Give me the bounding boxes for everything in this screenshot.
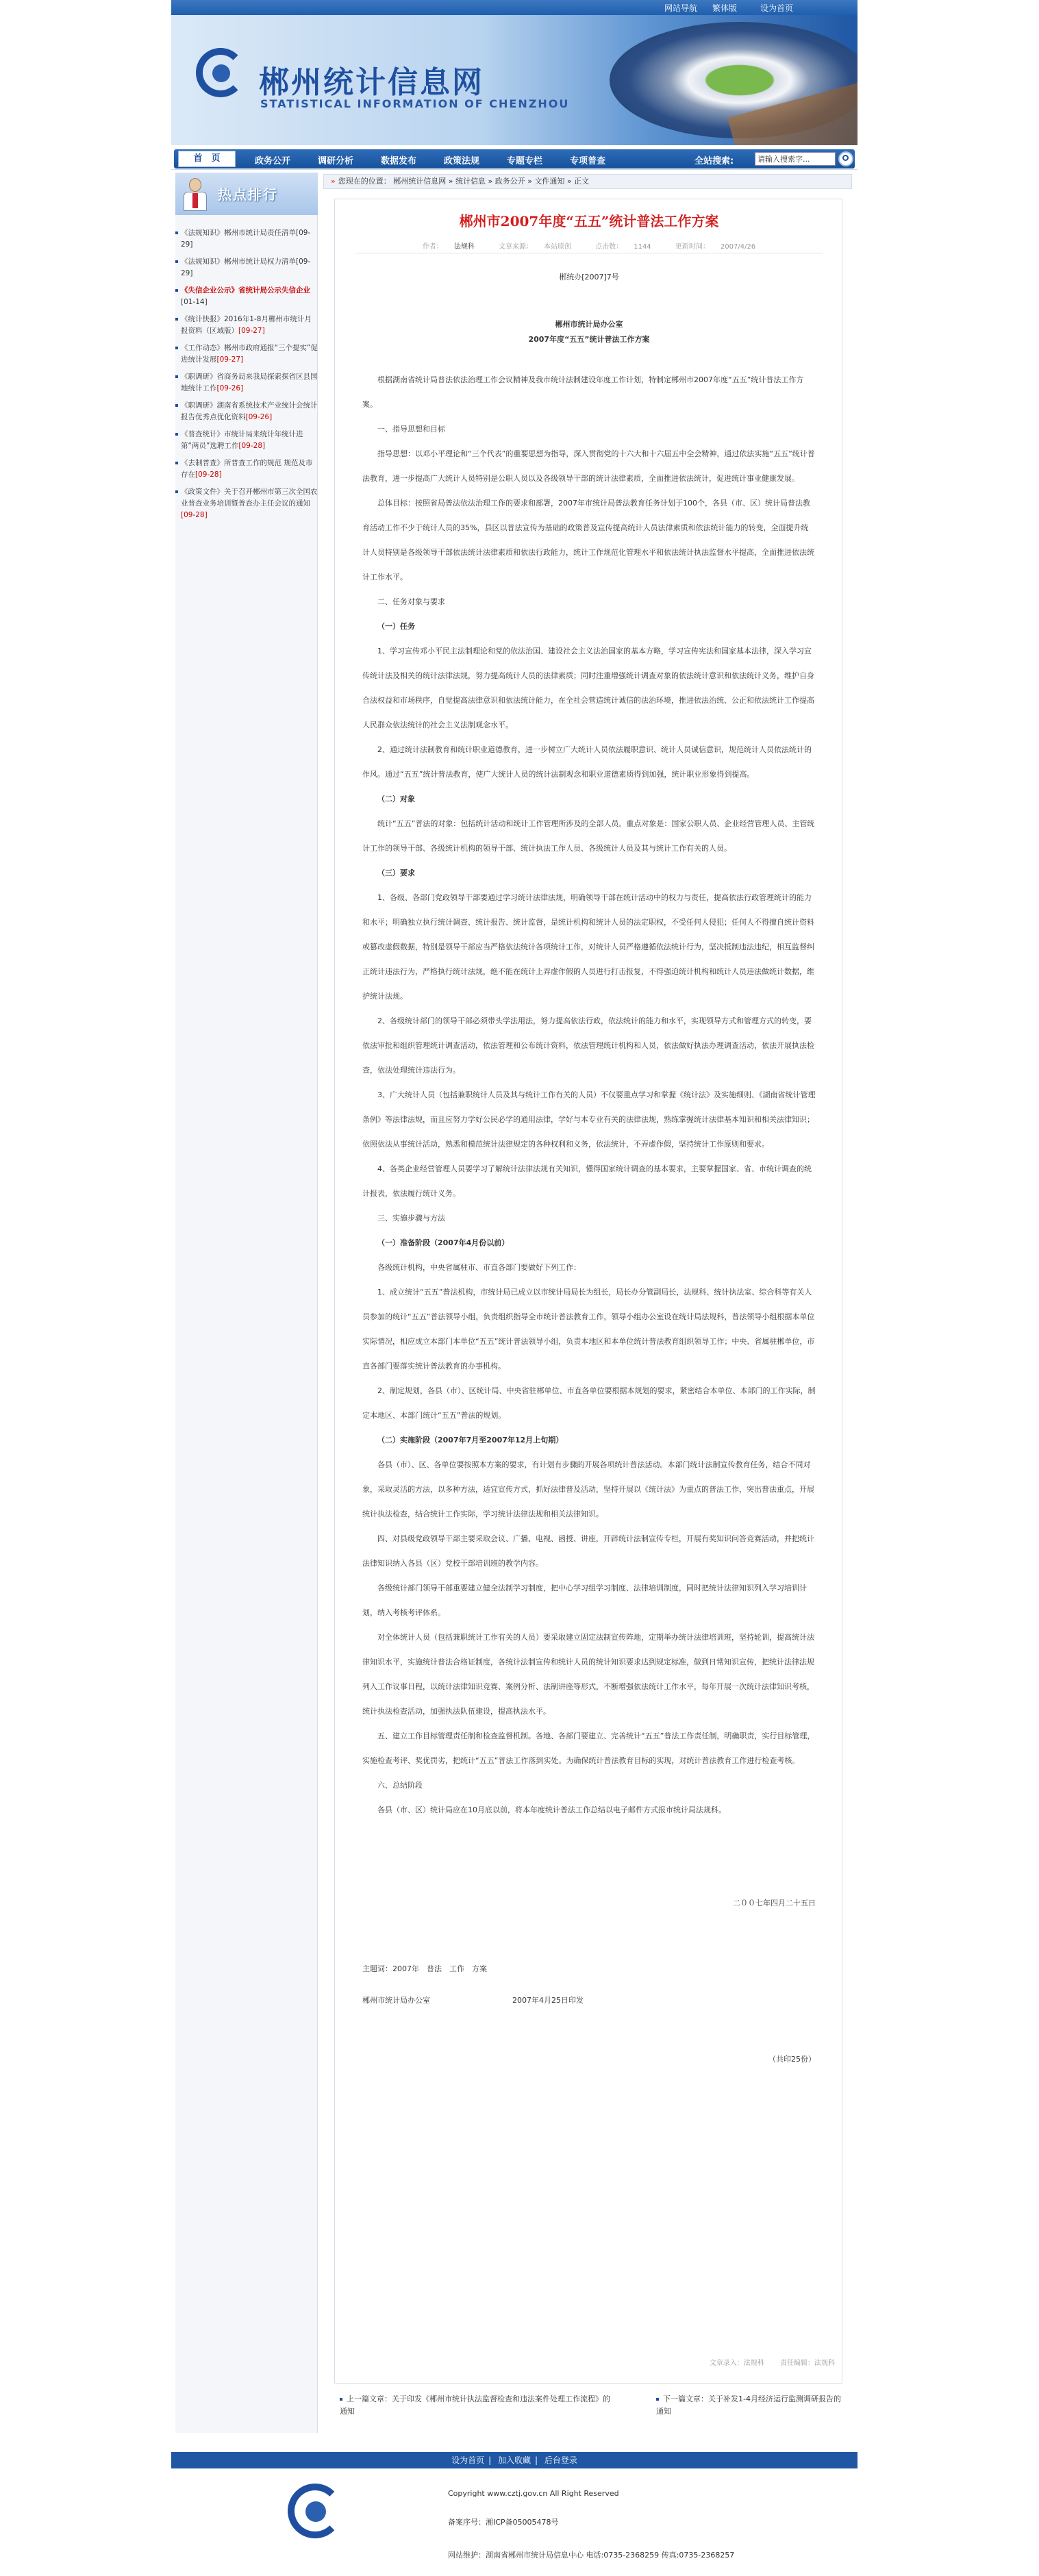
article-paragraph: （二）对象 (377, 795, 415, 803)
main-nav (171, 145, 858, 170)
article-paragraph: （一）任务 (377, 622, 415, 631)
maintainer: 网站维护：湖南省郴州市统计局信息中心 电话:0735-2368259 传真:0735-2368257 (448, 2551, 735, 2560)
nav-item-gov-affairs[interactable]: 政务公开 (255, 156, 291, 166)
article-paragraph: （一）准备阶段（2007年4月份以前） (377, 1238, 510, 1247)
icp-number: 备案序号：湘ICP备05005478号 (448, 2518, 559, 2527)
breadcrumb-link[interactable]: 统计信息 (455, 177, 486, 186)
list-item[interactable]: 《法规知识》郴州市统计局责任清单[09-29] (175, 227, 318, 251)
top-strip (171, 0, 858, 15)
article-paragraph: 四、对县级党政领导干部主要采取会议、广播、电视、函授、讲座，开辟统计法制宣传专栏，开展有奖知识问答竞赛活动，并把统计法律知识纳入各县（区）党校干部培训班的教学内容。 (362, 1534, 814, 1568)
article-paragraph: 2、制定规划，各县（市）、区统计局、中央省驻郴单位、市直各单位要根据本规划的要求，紧密结合本单位、本部门的工作实际，制定本地区、本部门统计“五五”普法的规划。 (362, 1386, 816, 1420)
article-author: 法规科 (453, 243, 475, 251)
banner (171, 15, 858, 145)
nav-item-census[interactable]: 专项普查 (570, 156, 606, 166)
breadcrumb-arrow-icon: » (331, 177, 336, 186)
article-paragraph: 2、通过统计法制教育和统计职业道德教育，进一步树立广大统计人员依法履职意识、统计人员诚信意识，规范统计人员依法统计的作风。通过“五五”统计普法教育，使广大统计人员的统计法制观念和职业道德素质得到加强，统计职业形象得到提高。 (362, 745, 812, 779)
list-item[interactable]: 《政策文件》关于召开郴州市第三次全国农业普查业务培训暨普查办主任会议的通知[09-28] (175, 486, 318, 521)
top-link-traditional[interactable]: 繁体版 (712, 3, 738, 13)
search-input[interactable] (755, 152, 836, 166)
prev-article[interactable]: 上一篇文章：关于印发《郴州市统计执法监督检查和违法案件处理工作流程》的通知 (340, 2394, 610, 2416)
article-paragraph: 三、实施步骤与方法 (377, 1214, 445, 1223)
page (171, 0, 858, 2576)
paragraph-list (362, 368, 816, 1823)
nav-item-policy[interactable]: 政策法规 (444, 156, 480, 166)
copies: （共印25份） (768, 2055, 816, 2064)
footer-link-homepage[interactable]: 设为首页 (451, 2455, 485, 2465)
sidebar-header (175, 173, 318, 215)
list-item[interactable]: 《普查统计》市统计局来统计年统计进第“两员”选聘工作[09-28] (175, 429, 318, 452)
breadcrumb: » 您现在的位置： 郴州统计信息网 » 统计信息 » 政务公开 » 文件通知 » 正文 (323, 174, 852, 189)
prev-next (334, 2389, 842, 2422)
article-paragraph: 各县（市）、区、各单位要按照本方案的要求，有计划有步骤的开展各项统计普法活动。本部门统计法制宣传教育任务，结合不同对象，采取灵活的方法，以多种方法，适宜宣传方式，抓好法律普及活动，坚持开展以《统计法》为重点的普法工作，突出普法重点，开展统计执法检查，结合统计工作实际，学习统计法律法规和相关法律知识。 (362, 1460, 814, 1518)
footer-links: 设为首页 | 加入收藏 | 后台登录 (171, 2452, 858, 2468)
nav-home[interactable]: 首 页 (178, 151, 236, 167)
footer-logo-dot-icon (305, 2501, 326, 2522)
nav-bar (174, 149, 855, 168)
article (334, 199, 842, 2384)
article-paragraph: 1、各级、各部门党政领导干部要通过学习统计法律法规，明确领导干部在统计活动中的权力与责任，提高依法行政管理统计的能力和水平；明确独立执行统计调查、统计报告、统计监督，是统计机构和统计人员的法定职权，不受任何人侵犯；任何人不得擅自统计资料或篡改虚假数据，特别是领导干部应当严格依法统计各项统计工作，对统计人员严格遵循依法统计行为，坚决抵制违法违纪，相互监督纠正统计违法行为，严格执行统计法规，绝不能在统计上弄虚作假的人员进行打击报复，不得强迫统计机构和统计人员违法做统计数据，维护统计法规。 (362, 893, 814, 1001)
article-paragraph: 2、各级统计部门的领导干部必须带头学法用法，努力提高依法行政，依法统计的能力和水平，实现领导方式和管理方式的转变，要依法审批和组织管理统计调查活动，依法管理和公布统计资料，依法管理统计机构和人员，依法做好执法办理调查活动，依法开展执法检查，依法处理统计违法行为。 (362, 1016, 814, 1075)
list-item[interactable]: 《失信企业公示》省统计局公示失信企业[01-14] (175, 285, 318, 308)
footer-link-favorite[interactable]: 加入收藏 (497, 2455, 531, 2465)
list-item[interactable]: 《工作动态》郴州市政府通报“三个提实”促进统计发展[09-27] (175, 342, 318, 366)
list-item[interactable]: 《职调研》湖南省系统技术产业统计会统计报告优秀点优化资料[09-26] (175, 400, 318, 423)
search-button[interactable] (838, 151, 853, 166)
nav-item-data-release[interactable]: 数据发布 (381, 156, 417, 166)
article-paragraph: 指导思想：以邓小平理论和“三个代表”的重要思想为指导，深入贯彻党的十六大和十六届五中全会精神，通过依法实施“五五”统计普法教育，进一步提高广大统计人员特别是公职人员以及各级领导干部的统计法律素质，全面推进依法统计，促进统计事业健康发展。 (362, 449, 815, 483)
footer-link-admin[interactable]: 后台登录 (544, 2455, 577, 2465)
breadcrumb-current: 正文 (574, 177, 590, 186)
article-paragraph: 各级统计机构，中央省属驻市、市直各部门要做好下列工作： (377, 1263, 581, 1272)
sign-date: 二００七年四月二十五日 (733, 1899, 816, 1908)
article-body (362, 265, 816, 2072)
next-article[interactable]: 下一篇文章：关于补发1-4月经济运行监测调研报告的通知 (656, 2394, 841, 2416)
search-label: 全站搜索: (694, 156, 734, 166)
article-paragraph: 1、成立统计“五五”普法机构，市统计局已成立以市统计局局长为组长，局长办分管副局长，法规科、统计执法室、综合科等有关人员参加的统计“五五”普法领导小组，负责组织指导全市统计普法教育工作，领导小组办公室设在统计局法规科，普法领导小组根据本单位实际情况，相应成立本部门本单位“五五”统计普法领导小组，负责本地区和本单位统计普法教育组织领导工作；中央、省属驻郴单位，市直各部门要落实统计普法教育的办事机构。 (362, 1288, 815, 1371)
breadcrumb-link[interactable]: 政务公开 (495, 177, 525, 186)
issuer-line: 郴州市统计局办公室 2007年4月25日印发 (362, 1996, 584, 2005)
article-paragraph: 总体目标：按照省局普法依法治理工作的要求和部署，2007年市统计局普法教育任务计划于100个，各县（市、区）统计局普法教育活动工作不少于统计人员的35%，县区以普法宣传为基础的政策普及宣传提高统计人员法律素质和依法统计能力的转变，全面提升统计人员特别是各级领导干部依法统计法律素质和依法行政能力，统计工作规范化管理水平和依法统计执法监督水平提高，全面推进依法统计工作水平。 (362, 499, 814, 582)
nav-item-topics[interactable]: 专题专栏 (507, 156, 543, 166)
site-title: 郴州统计信息网 (259, 65, 484, 100)
list-item[interactable]: 《职调研》省商务局来我局探索探省区县国地统计工作[09-26] (175, 371, 318, 395)
article-paragraph: 对全体统计人员（包括兼职统计工作有关的人员）要采取建立固定法制宣传阵地，定期举办统计法律培训班，坚持轮训，提高统计法律知识水平，实施统计普法合格证制度，各统计法制宣传和统计人员的统计知识要求达到规定标准，做到日常知识宣传，把统计法律法规列入工作议事日程，以统计法律知识竞赛、案例分析、法制讲座等形式，不断增强依法统计工作水平，每年开展一次统计法律知识考核，统计执法检查活动，加强执法队伍建设，提高执法水平。 (362, 1633, 814, 1716)
keywords: 主题词：2007年 普法 工作 方案 (362, 1964, 487, 1973)
article-time: 2007/4/26 (720, 243, 756, 251)
article-paragraph: 4、各类企业经营管理人员要学习了解统计法律法规有关知识，懂得国家统计调查的基本要求，主要掌握国家、省、市统计调查的统计报表，依法履行统计义务。 (362, 1164, 812, 1198)
list-item[interactable]: 《统计快报》2016年1-8月郴州市统计月报资料（区域版）[09-27] (175, 314, 318, 337)
article-paragraph: （二）实施阶段（2007年7月至2007年12月上旬期） (377, 1436, 564, 1445)
site-subtitle: STATISTICAL INFORMATION OF CHENZHOU (260, 97, 570, 110)
breadcrumb-link[interactable]: 郴州统计信息网 (393, 177, 447, 186)
sidebar-title: 热点排行 (218, 186, 278, 203)
list-item[interactable]: 《法规知识》郴州市统计局权力清单[09-29] (175, 256, 318, 279)
article-paragraph: 统计“五五”普法的对象：包括统计活动和统计工作管理所涉及的全部人员。重点对象是：国家公职人员、企业经营管理人员、主管统计工作的领导干部、各级统计机构的领导干部、统计执法工作人员、各级统计人员及其与统计工作有关的人员。 (362, 819, 815, 853)
article-meta: 作者： 法规科 文章来源： 本站原创 点击数： 1144 更新时间： 2007/4/26 (422, 243, 756, 251)
hot-list (175, 227, 318, 527)
top-link-homepage[interactable]: 设为首页 (760, 3, 794, 13)
doc-org: 郴州市统计局办公室 (555, 320, 623, 329)
top-link-sitemap[interactable]: 网站导航 (664, 3, 698, 13)
article-paragraph: 各级统计部门领导干部重要建立健全法制学习制度，把中心学习组学习制度、法律培训制度，同时把统计法律知识列入学习培训计划，纳入考核考评体系。 (362, 1584, 807, 1617)
nav-item-research[interactable]: 调研分析 (318, 156, 354, 166)
article-paragraph: 1、学习宣传邓小平民主法制理论和党的依法治国、建设社会主义法治国家的基本方略，学习宣传宪法和国家基本法律，深入学习宣传统计法及相关的统计法律法规，努力提高统计人员的法律素质；同时注重增强统计调查对象的依法统计意识和依法统计义务，维护自身合法权益和市场秩序，自觉提高法律意识和依法统计能力，在全社会营造统计诚信的法治环境，推进依法治统、公正和依法统计工作提高人民群众依法统计的社会主义法制观念水平。 (362, 647, 814, 729)
person-icon (181, 177, 210, 212)
breadcrumb-link[interactable]: 文件通知 (534, 177, 565, 186)
sidebar (175, 173, 318, 2433)
search-icon (842, 155, 849, 161)
article-paragraph: 根据湖南省统计局普法依法治理工作会议精神及我市统计法制建设年度工作计划，特制定郴州市2007年度“五五”统计普法工作方案。 (362, 375, 804, 409)
article-title: 郴州市2007年度“五五”统计普法工作方案 (459, 213, 719, 229)
article-hits: 1144 (634, 243, 651, 251)
article-paragraph: 六、总结阶段 (377, 1781, 423, 1790)
doc-title: 2007年度“五五”统计普法工作方案 (528, 335, 650, 344)
article-paragraph: 一、指导思想和目标 (377, 425, 445, 434)
article-source: 本站原创 (544, 243, 572, 251)
article-paragraph: 二、任务对象与要求 (377, 597, 445, 606)
footer (171, 2468, 858, 2576)
list-item[interactable]: 《去制普查》所普查工作的规范 规范及市存在[09-28] (175, 458, 318, 481)
doc-number: 郴统办[2007]7号 (559, 273, 619, 282)
article-paragraph: （三）要求 (377, 868, 415, 877)
article-paragraph: 各县（市、区）统计局应在10月底以前，将本年度统计普法工作总结以电子邮件方式报市统计局法规科。 (377, 1805, 726, 1814)
article-footer: 文章录入：法规科 责任编辑：法规科 (709, 2360, 835, 2367)
article-paragraph: 五、建立工作目标管理责任制和检查监督机制。各地、各部门要建立、完善统计“五五”普法工作责任制，明确职责，实行目标管理，实施检查考评、奖优罚劣，把统计“五五”普法工作落到实处。为确保统计普法教育目标的实现，对统计普法教育工作进行检查考核。 (362, 1731, 815, 1765)
copyright: Copyright www.cztj.gov.cn All Right Reserved (448, 2489, 619, 2498)
logo-dot-icon (212, 64, 230, 82)
article-paragraph: 3、广大统计人员（包括兼职统计人员及其与统计工作有关的人员）不仅要重点学习和掌握《统计法》及实施细则、《湖南省统计管理条例》等法律法规，而且应努力学好公民必学的通用法律，学好与本专业有关的法律法规，熟练掌握统计法律基本知识和相关法律知识；依照依法从事统计活动，熟悉和模范统计法律规定的各种权利和义务，依法统计，不弄虚作假，坚持统计工作原则和要求。 (362, 1090, 816, 1149)
